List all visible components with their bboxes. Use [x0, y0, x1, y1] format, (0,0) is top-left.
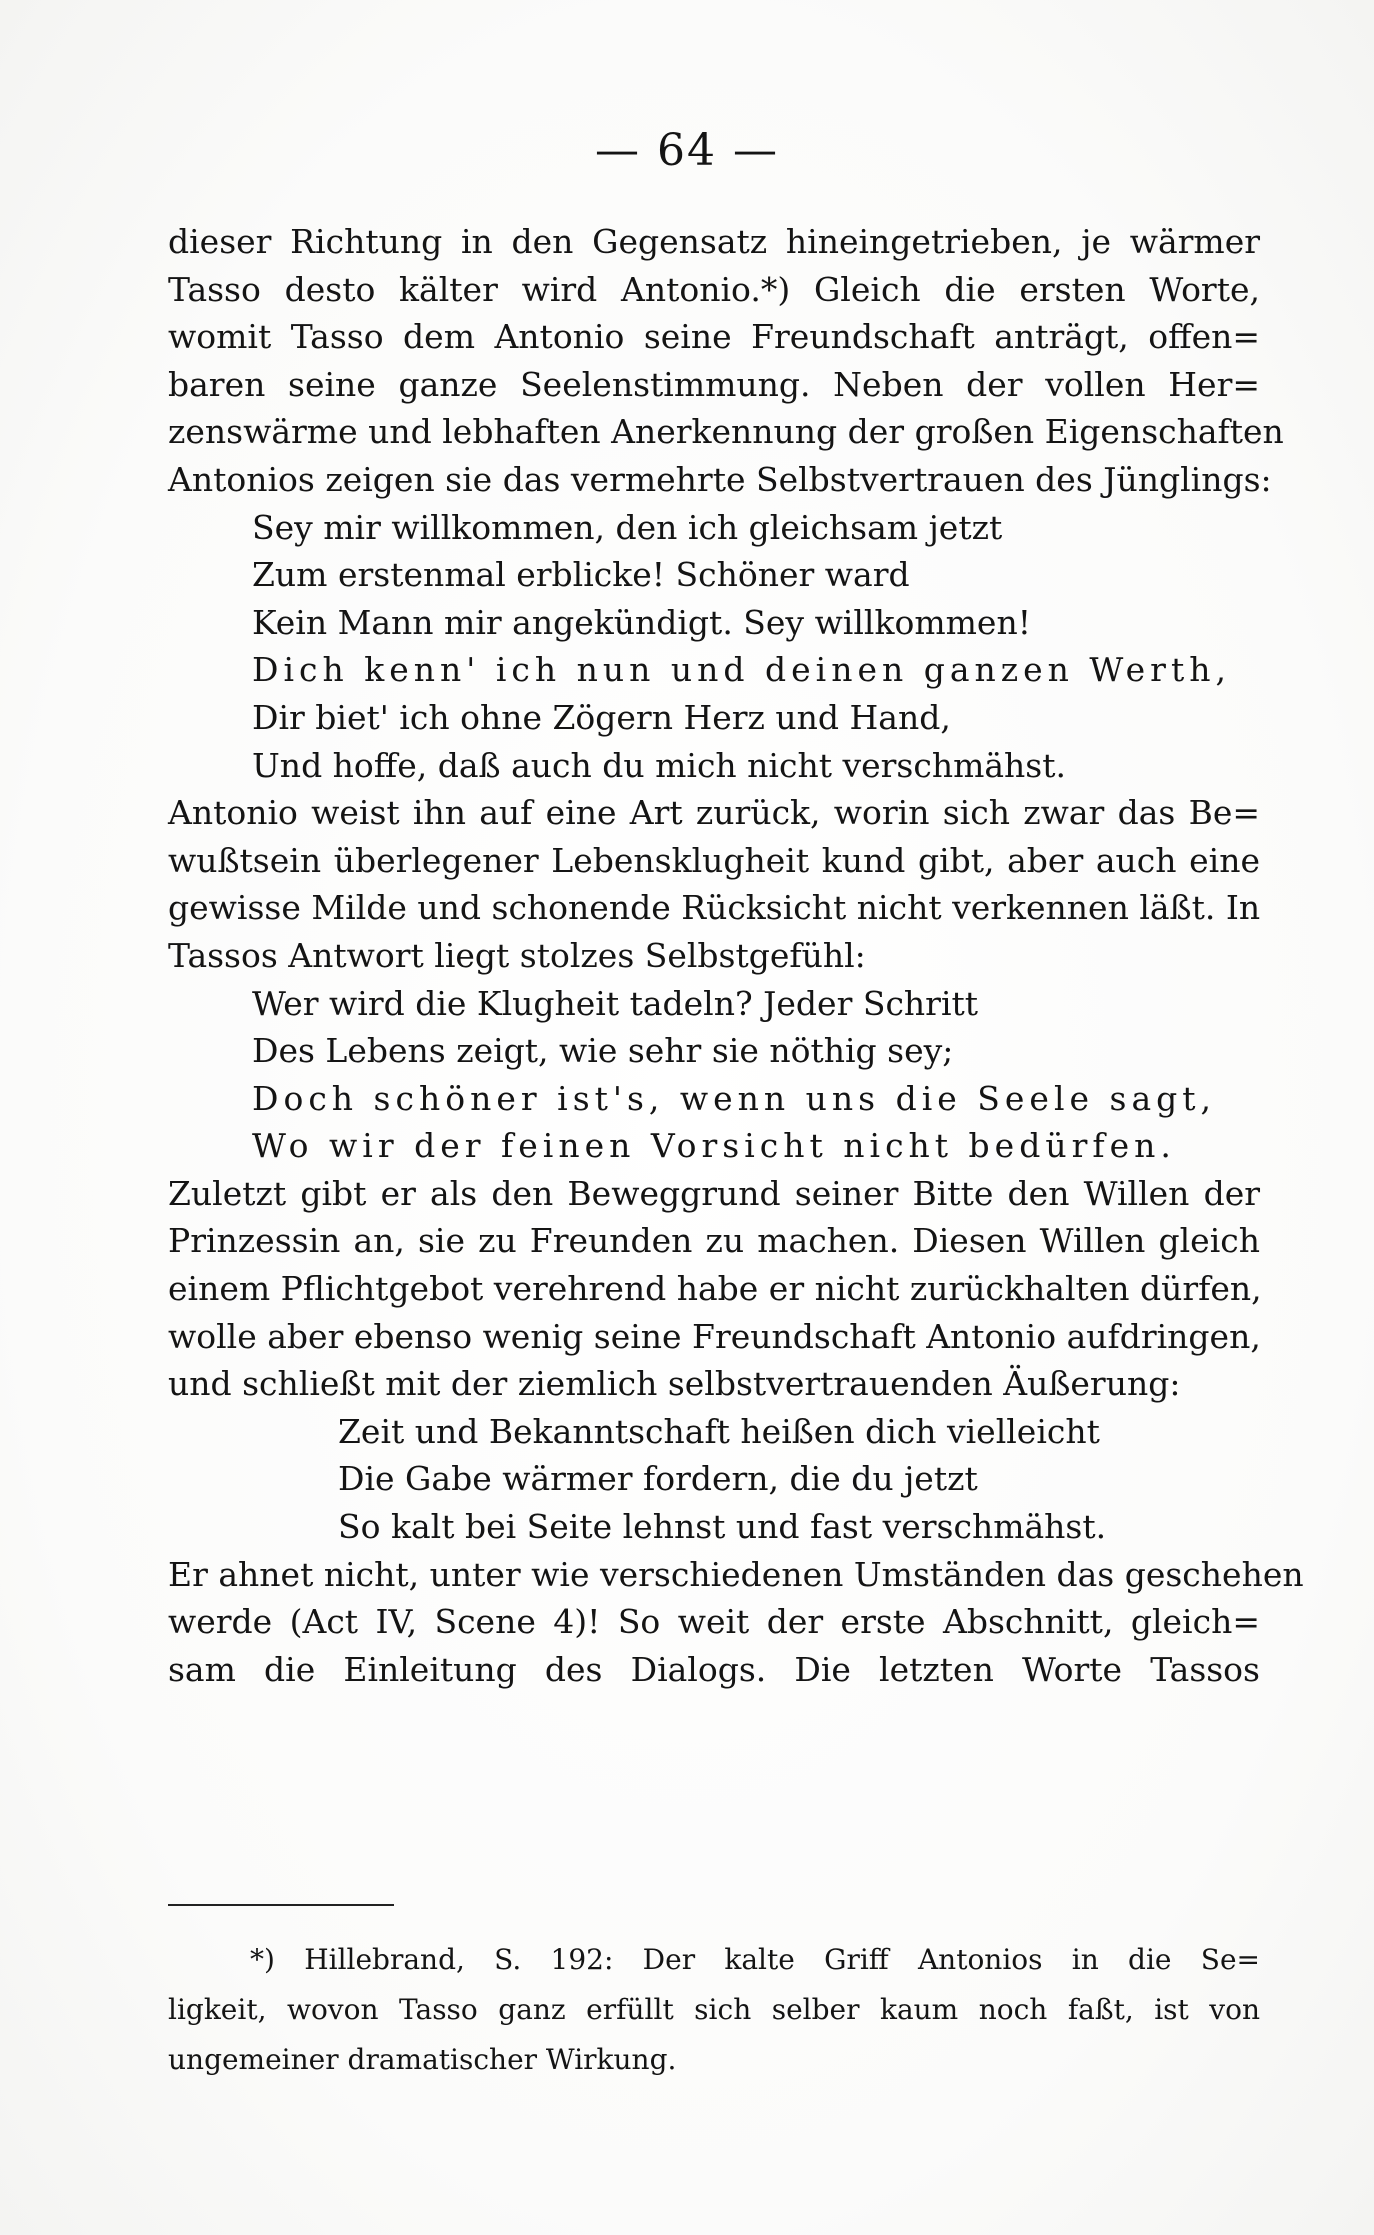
text-line: gewisse Milde und schonende Rücksicht nicht verkennen läßt. In [168, 888, 1261, 928]
verse-line: Zeit und Bekanntschaft heißen dich vielleicht [338, 1411, 1100, 1451]
verse-line: Und hoffe, daß auch du mich nicht verschmähst. [252, 745, 1066, 785]
footnote-line: *) Hillebrand, S. 192: Der kalte Griff Antonios in die Se= [250, 1943, 1260, 1976]
footnote-line: ligkeit, wovon Tasso ganz erfüllt sich selber kaum noch faßt, ist von [168, 1993, 1260, 2026]
text-line: sam die Einleitung des Dialogs. Die letzten Worte Tassos [168, 1649, 1260, 1689]
verse-line: Wo wir der feinen Vorsicht nicht bedürfen. [252, 1126, 1176, 1166]
verse-line: Des Lebens zeigt, wie sehr sie nöthig sey; [252, 1031, 954, 1071]
text-line: wolle aber ebenso wenig seine Freundschaft Antonio aufdringen, [168, 1316, 1261, 1356]
footnote-divider [168, 1904, 394, 1906]
verse-line: Dir biet' ich ohne Zögern Herz und Hand, [252, 697, 951, 737]
footnote [168, 1935, 1260, 2085]
text-line: dieser Richtung in den Gegensatz hineingetrieben, je wärmer [168, 222, 1260, 261]
text-line: Prinzessin an, sie zu Freunden zu machen. Diesen Willen gleich [168, 1221, 1260, 1261]
text-line: und schließt mit der ziemlich selbstvertrauenden Äußerung: [168, 1364, 1181, 1404]
verse-line: Die Gabe wärmer fordern, die du jetzt [338, 1459, 978, 1499]
verse-line: So kalt bei Seite lehnst und fast verschmähst. [338, 1507, 1107, 1547]
text-line: Antonios zeigen sie das vermehrte Selbstvertrauen des Jünglings: [168, 459, 1272, 499]
verse-line: Dich kenn' ich nun und deinen ganzen Werth, [252, 650, 1231, 690]
text-line: baren seine ganze Seelenstimmung. Neben der vollen Her= [168, 364, 1260, 404]
text-line: Er ahnet nicht, unter wie verschiedenen Umständen das geschehen [168, 1554, 1304, 1594]
text-line: zenswärme und lebhaften Anerkennung der großen Eigenschaften [168, 412, 1284, 452]
text-line: werde (Act IV, Scene 4)! So weit der erste Abschnitt, gleich= [168, 1602, 1260, 1642]
text-line: Antonio weist ihn auf eine Art zurück, worin sich zwar das Be= [168, 793, 1260, 833]
text-line: Tasso desto kälter wird Antonio.*) Gleich die ersten Worte, [168, 269, 1260, 309]
text-line: Zuletzt gibt er als den Beweggrund seiner Bitte den Willen der [168, 1173, 1260, 1213]
verse-line: Doch schöner ist's, wenn uns die Seele sagt, [252, 1078, 1216, 1118]
verse-line: Sey mir willkommen, den ich gleichsam jetzt [252, 507, 1003, 547]
text-line: Tassos Antwort liegt stolzes Selbstgefühl: [168, 935, 866, 975]
verse-line: Zum erstenmal erblicke! Schöner ward [252, 555, 910, 595]
verse-line: Kein Mann mir angekündigt. Sey willkommen! [252, 602, 1031, 642]
main-text [168, 218, 1304, 1693]
page-number: — 64 — [595, 125, 779, 176]
text-line: einem Pflichtgebot verehrend habe er nicht zurückhalten dürfen, [168, 1269, 1262, 1309]
footnote-line: ungemeiner dramatischer Wirkung. [168, 2043, 677, 2076]
text-line: womit Tasso dem Antonio seine Freundschaft anträgt, offen= [168, 317, 1260, 357]
verse-line: Wer wird die Klugheit tadeln? Jeder Schritt [252, 983, 979, 1023]
text-line: wußtsein überlegener Lebensklugheit kund gibt, aber auch eine [168, 840, 1260, 880]
